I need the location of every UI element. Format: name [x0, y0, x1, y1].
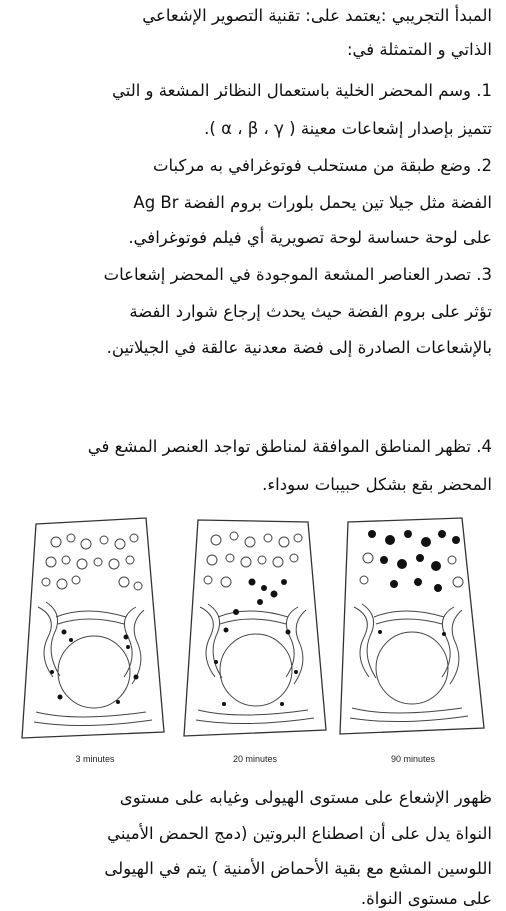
step-3-line-3: بالإشعاعات الصادرة إلى فضة معدنية عالقة في الجيلاتين.: [106, 338, 492, 357]
intro-line-1: المبدأ التجريبي :يعتمد على: تقنية التصوير الإشعاعي: [142, 6, 492, 25]
step-2-line-3: على لوحة حساسة لوحة تصويرية أي فيلم فوتوغرافي.: [128, 228, 492, 247]
cell-figure-3-minutes: [16, 512, 174, 764]
step-4-line-2: المحضر بقع بشكل حبيبات سوداء.: [262, 475, 492, 494]
cell-drawing-20-minutes: [176, 512, 334, 747]
intro-line-2: الذاتي و المتمثلة في:: [346, 40, 492, 59]
step-2-line-1: 2. وضع طبقة من مستحلب فوتوغرافي به مركبات: [152, 156, 492, 175]
conclusion-line-2: النواة يدل على أن اصطناع البروتين (دمج الحمض الأميني: [107, 824, 492, 843]
conclusion-line-4: على مستوى النواة.: [360, 889, 492, 908]
step-3-line-2: تؤثر على بروم الفضة حيث يحدث إرجاع شوارد الفضة: [129, 302, 492, 321]
cell-drawing-3-minutes: [16, 512, 174, 747]
step-3-line-1: 3. تصدر العناصر المشعة الموجودة في المحضر إشعاعات: [103, 265, 492, 284]
caption-90-minutes: 90 minutes: [390, 754, 436, 764]
step-1-line-1: 1. وسم المحضر الخلية باستعمال النظائر المشعة و التي: [111, 81, 492, 100]
conclusion-line-3: اللوسين المشع مع بقية الأحماض الأمنية ) يتم في الهيولى: [104, 859, 492, 878]
cell-figure-90-minutes: [334, 512, 492, 764]
autoradiograph-figures: [16, 512, 490, 764]
caption-3-minutes: 3 minutes: [75, 754, 115, 764]
conclusion-line-1: ظهور الإشعاع على مستوى الهيولى وغيابه على مستوى: [119, 788, 492, 807]
step-2-line-2: الفضة مثل جيلا تين يحمل بلورات بروم الفضة Ag Br: [133, 193, 492, 212]
step-1-line-2: تتميز بإصدار إشعاعات معينة ( α ، β ، γ ).: [204, 119, 492, 138]
step-4-line-1: 4. تظهر المناطق الموافقة لمناطق تواجد العنصر المشع في: [87, 437, 492, 456]
caption-20-minutes: 20 minutes: [232, 754, 278, 764]
cell-drawing-90-minutes: [334, 512, 492, 747]
cell-figure-20-minutes: [176, 512, 334, 764]
